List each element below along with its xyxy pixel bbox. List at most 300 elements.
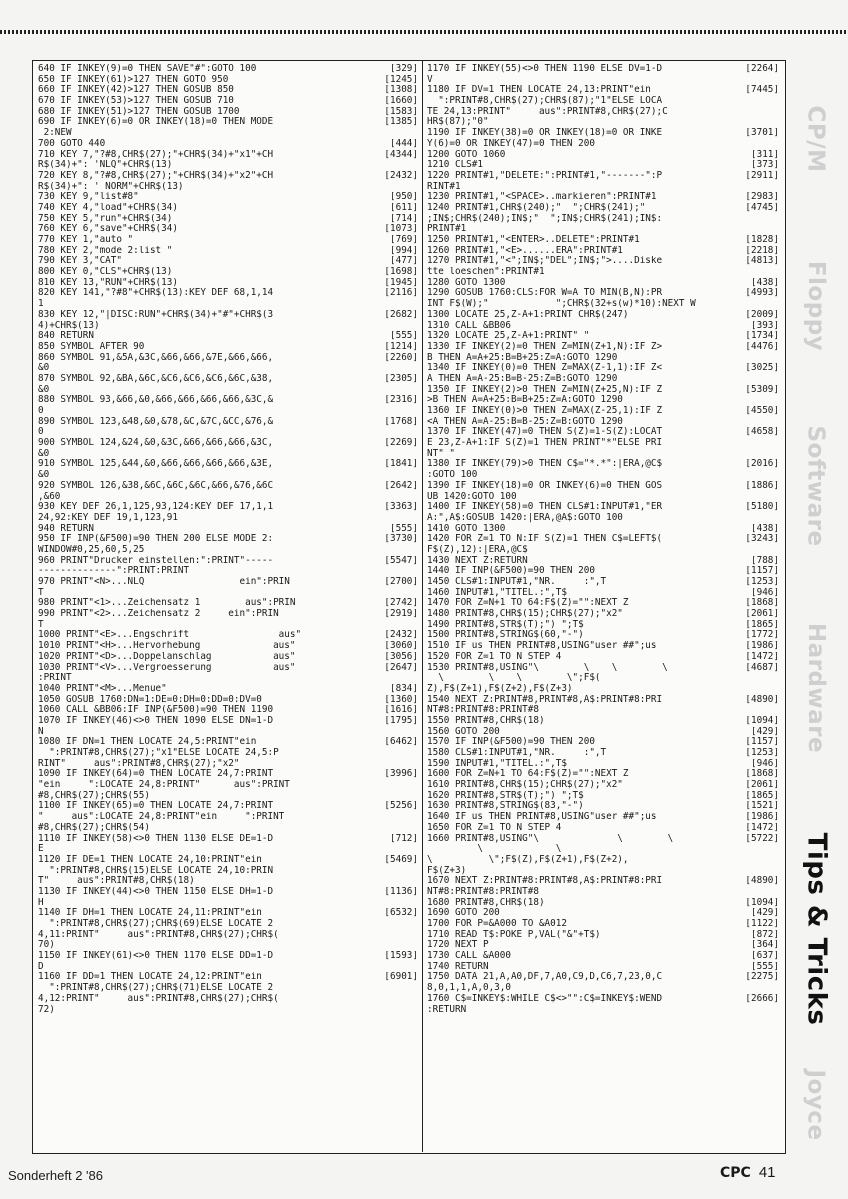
- checksum: [393]: [751, 320, 779, 331]
- listing-line: [427, 994, 779, 1005]
- checksum: [5309]: [745, 384, 779, 395]
- code-text: 1250 PRINT#1,"<ENTER>..DELETE":PRINT#1: [427, 235, 640, 245]
- code-text: 1140 IF DH=1 THEN LOCATE 24,11:PRINT"ein: [38, 908, 262, 919]
- code-text: &0: [38, 384, 50, 395]
- code-text: 2:NEW: [38, 128, 72, 139]
- checksum: [364]: [751, 940, 779, 951]
- code-text: 1280 GOTO 1300: [427, 277, 506, 288]
- listing-line: [427, 652, 779, 663]
- checksum: [735, 1005, 779, 1016]
- listing-line: [427, 85, 779, 96]
- code-text: 850 SYMBOL AFTER 90: [38, 341, 145, 352]
- checksum: [6532]: [384, 908, 418, 919]
- checksum: [735, 887, 779, 898]
- checksum: [1795]: [384, 715, 418, 726]
- checksum: [329]: [390, 64, 418, 74]
- code-text: 1120 IF DE=1 THEN LOCATE 24,10:PRINT"ein: [38, 854, 262, 865]
- checksum: [374, 299, 418, 310]
- code-text: 980 PRINT"<1>...Zeichensatz 1 aus":PRIN: [38, 598, 296, 609]
- checksum: [4813]: [745, 256, 779, 267]
- listing-line: [38, 128, 418, 139]
- checksum: [3060]: [384, 641, 418, 652]
- listing-line: [427, 556, 779, 567]
- listing-line: [427, 75, 779, 86]
- code-text: 890 SYMBOL 123,&48,&0,&78,&C,&7C,&CC,&76,&: [38, 416, 274, 427]
- code-text: 1: [38, 299, 44, 310]
- listing-line: [38, 834, 418, 845]
- listing-line: [427, 310, 779, 321]
- checksum: [735, 182, 779, 193]
- checksum: [374, 898, 418, 909]
- code-text: RINT#1: [427, 181, 461, 192]
- code-text: 1080 IF DN=1 THEN LOCATE 24,5:PRINT"ein: [38, 737, 257, 748]
- code-text: 1190 IF INKEY(38)=0 OR INKEY(18)=0 OR INKE: [427, 128, 663, 139]
- checksum: [1472]: [745, 822, 779, 833]
- code-text: 990 PRINT"<2>...Zeichensatz 2 ein":PRIN: [38, 609, 279, 620]
- listing-line: [38, 513, 418, 524]
- listing-line: [427, 919, 779, 930]
- listing-line: [427, 139, 779, 150]
- checksum: [735, 844, 779, 855]
- checksum: [374, 930, 418, 941]
- listing-line: [427, 577, 779, 588]
- checksum: [2911]: [745, 170, 779, 181]
- listing-line: [38, 663, 418, 674]
- listing-line: [38, 417, 418, 428]
- listing-line: [38, 342, 418, 353]
- listing-line: [38, 737, 418, 748]
- code-text: 830 KEY 12,"|DISC:RUN"+CHR$(34)+"#"+CHR$(3: [38, 309, 274, 320]
- listing-line: [427, 299, 779, 310]
- checksum: [2218]: [745, 245, 779, 256]
- listing-line: [38, 299, 418, 310]
- code-text: 1570 IF INP(&F500)=90 THEN 200: [427, 737, 595, 748]
- listing-left-column: [38, 64, 418, 1015]
- checksum: [2647]: [384, 662, 418, 673]
- listing-line: [38, 866, 418, 877]
- code-text: 910 SYMBOL 125,&44,&0,&66,&66,&66,&66,&3E,: [38, 459, 274, 470]
- checksum: [2260]: [384, 352, 418, 363]
- code-text: 1720 NEXT P: [427, 940, 489, 951]
- code-text: "ein ":LOCATE 24,8:PRINT" aus":PRINT: [38, 780, 290, 791]
- checksum: [735, 107, 779, 118]
- page-number: 41: [758, 1164, 776, 1181]
- code-text: D: [38, 961, 44, 972]
- checksum: [1472]: [745, 651, 779, 662]
- magazine-logo: CPC: [720, 1165, 751, 1181]
- listing-line: [38, 470, 418, 481]
- checksum: [374, 449, 418, 460]
- listing-line: [427, 492, 779, 503]
- checksum: [374, 876, 418, 887]
- listing-line: [427, 534, 779, 545]
- listing-line: [38, 769, 418, 780]
- listing-line: [38, 844, 418, 855]
- code-text: E: [38, 844, 44, 855]
- checksum: [735, 449, 779, 460]
- listing-line: [38, 502, 418, 513]
- listing-line: [427, 855, 779, 866]
- listing-line: [427, 972, 779, 983]
- listing-line: [427, 759, 779, 770]
- checksum: [374, 128, 418, 139]
- listing-line: [38, 203, 418, 214]
- code-text: 840 RETURN: [38, 331, 94, 342]
- listing-line: [38, 192, 418, 203]
- listing-line: [427, 481, 779, 492]
- listing-line: [427, 363, 779, 374]
- code-text: :RETURN: [427, 1004, 467, 1015]
- code-text: E 23,Z-A+1:IF S(Z)=1 THEN PRINT"*"ELSE PRI: [427, 438, 663, 449]
- checksum: [4550]: [745, 406, 779, 416]
- checksum: [1886]: [745, 480, 779, 491]
- code-text: 72): [38, 1004, 55, 1015]
- code-text: 750 KEY 5,"run"+CHR$(34): [38, 213, 173, 224]
- code-text: 970 PRINT"<N>...NLQ ein":PRIN: [38, 577, 290, 587]
- code-text: 1260 PRINT#1,"<E>......ERA":PRINT#1: [427, 245, 623, 256]
- listing-line: [427, 288, 779, 299]
- checksum: [3056]: [384, 651, 418, 662]
- section-tab: [790, 64, 842, 214]
- code-text: 1430 NEXT Z:RETURN: [427, 555, 528, 566]
- listing-line: [38, 107, 418, 118]
- checksum: [374, 427, 418, 438]
- listing-line: [38, 780, 418, 791]
- listing-line: [38, 887, 418, 898]
- checksum: [834]: [390, 683, 418, 694]
- checksum: [374, 588, 418, 599]
- listing-line: [427, 823, 779, 834]
- listing-line: [427, 192, 779, 203]
- checksum: [735, 673, 779, 684]
- listing-line: [38, 962, 418, 973]
- code-text: A THEN A=A-25:B=B-25:Z=B:GOTO 1290: [427, 373, 618, 384]
- listing-line: [38, 705, 418, 716]
- checksum: [1841]: [384, 459, 418, 470]
- checksum: [2432]: [384, 170, 418, 181]
- checksum: [3730]: [384, 534, 418, 545]
- checksum: [374, 406, 418, 417]
- checksum: [374, 160, 418, 171]
- listing-line: [38, 182, 418, 193]
- code-text: 950 IF INP(&F500)=90 THEN 200 ELSE MODE 2:: [38, 534, 274, 545]
- checksum: [1772]: [745, 630, 779, 641]
- code-text: ":PRINT#8,CHR$(15)ELSE LOCATE 24,10:PRIN: [38, 865, 274, 876]
- listing-line: [427, 278, 779, 289]
- code-text: ":PRINT#8,CHR$(27);CHR$(87);"1"ELSE LOCA: [427, 96, 663, 107]
- listing-line: [427, 791, 779, 802]
- code-text: 1590 INPUT#1,"TITEL.:",T$: [427, 758, 567, 769]
- listing-line: [38, 791, 418, 802]
- listing-line: [427, 342, 779, 353]
- code-text: 1380 IF INKEY(79)>0 THEN C$="*.*":|ERA,@C$: [427, 459, 663, 470]
- listing-line: [427, 64, 779, 75]
- listing-line: [38, 1005, 418, 1016]
- listing-line: [427, 844, 779, 855]
- listing-line: [38, 150, 418, 161]
- checksum: [2016]: [745, 459, 779, 470]
- code-text: 1160 IF DD=1 THEN LOCATE 24,12:PRINT"ein: [38, 972, 262, 983]
- code-text: 690 IF INKEY(6)=0 OR INKEY(18)=0 THEN MODE: [38, 117, 274, 128]
- checksum: [2009]: [745, 309, 779, 320]
- checksum: [735, 117, 779, 128]
- listing-line: [38, 481, 418, 492]
- code-text: NT#8:PRINT#8:PRINT#8: [427, 705, 539, 716]
- code-text: 1180 IF DV=1 THEN LOCATE 24,13:PRINT"ein: [427, 85, 651, 96]
- listing-line: [38, 855, 418, 866]
- code-text: " aus":LOCATE 24,8:PRINT"ein ":PRINT: [38, 812, 285, 823]
- code-text: tte loeschen":PRINT#1: [427, 267, 545, 278]
- listing-line: [38, 267, 418, 278]
- section-tab: [790, 226, 842, 386]
- checksum: [735, 983, 779, 994]
- listing-line: [427, 684, 779, 695]
- code-text: &0: [38, 448, 50, 459]
- listing-line: [38, 823, 418, 834]
- checksum: [950]: [390, 192, 418, 203]
- listing-line: [427, 385, 779, 396]
- code-text: 1510 IF us THEN PRINT#8,USING"user ##";us: [427, 641, 657, 652]
- listing-line: [427, 417, 779, 428]
- checksum: [374, 363, 418, 374]
- listing-line: [427, 246, 779, 257]
- checksum: [994]: [390, 245, 418, 256]
- checksum: [5256]: [384, 801, 418, 812]
- checksum: [4687]: [745, 662, 779, 673]
- checksum: [5722]: [745, 833, 779, 844]
- listing-line: [38, 951, 418, 962]
- listing-line: [38, 748, 418, 759]
- listing-line: [38, 598, 418, 609]
- checksum: [374, 673, 418, 684]
- listing-line: [38, 716, 418, 727]
- code-text: 1650 FOR Z=1 TO N STEP 4: [427, 822, 562, 833]
- checksum: [1868]: [745, 598, 779, 609]
- code-text: Y(6)=0 OR INKEY(47)=0 THEN 200: [427, 138, 595, 149]
- listing-line: [427, 716, 779, 727]
- code-text: TE 24,13:PRINT" aus":PRINT#8,CHR$(27);C: [427, 106, 668, 117]
- listing-line: [427, 545, 779, 556]
- code-text: 670 IF INKEY(53)>127 THEN GOSUB 710: [38, 96, 234, 107]
- listing-line: [38, 908, 418, 919]
- code-text: \ \: [427, 844, 562, 855]
- listing-line: [38, 727, 418, 738]
- checksum: [1094]: [745, 897, 779, 908]
- code-text: 8,0,1,1,A,0,3,0: [427, 983, 511, 994]
- checksum: [374, 470, 418, 481]
- checksum: [374, 566, 418, 577]
- listing-line: [427, 524, 779, 535]
- code-text: 860 SYMBOL 91,&5A,&3C,&66,&66,&7E,&66,&66,: [38, 352, 274, 363]
- code-text: T: [38, 587, 44, 598]
- listing-line: [427, 834, 779, 845]
- code-text: NT" ": [427, 448, 455, 459]
- code-text: 940 RETURN: [38, 523, 94, 534]
- checksum: [2700]: [384, 577, 418, 587]
- code-text: 1610 PRINT#8,CHR$(15);CHR$(27);"x2": [427, 780, 623, 791]
- listing-line: [427, 374, 779, 385]
- section-tab-label: CP/M: [803, 105, 829, 173]
- code-text: 1560 GOTO 200: [427, 726, 500, 737]
- code-text: 1420 FOR Z=1 TO N:IF S(Z)=1 THEN C$=LEFT$(: [427, 534, 663, 545]
- checksum: [374, 385, 418, 396]
- code-text: 720 KEY 8,"?#8,CHR$(27);"+CHR$(34)+"x2"+CH: [38, 170, 274, 181]
- section-tab: [790, 1070, 842, 1140]
- code-text: 930 KEY DEF 26,1,125,93,124:KEY DEF 17,1,1: [38, 502, 274, 513]
- code-text: 1360 IF INKEY(0)>0 THEN Z=MAX(Z-25,1):IF Z: [427, 406, 663, 416]
- listing-line: [427, 962, 779, 973]
- checksum: [6462]: [384, 737, 418, 748]
- checksum: [1865]: [745, 619, 779, 630]
- listing-line: [38, 545, 418, 556]
- listing-line: [38, 331, 418, 342]
- code-text: :GOTO 100: [427, 470, 478, 481]
- code-text: 4,12:PRINT" aus":PRINT#8,CHR$(27);CHR$(: [38, 993, 279, 1004]
- listing-line: [427, 470, 779, 481]
- checksum: [3025]: [745, 363, 779, 374]
- code-text: 1210 CLS#1: [427, 160, 483, 171]
- code-text: 760 KEY 6,"save"+CHR$(34): [38, 224, 178, 235]
- listing-line: [38, 930, 418, 941]
- checksum: [444]: [390, 138, 418, 149]
- code-text: 1340 IF INKEY(0)=0 THEN Z=MAX(Z-1,1):IF Z<: [427, 363, 663, 374]
- section-tab-label: Software: [803, 425, 830, 547]
- issue-label: Sonderheft 2 '86: [8, 1168, 103, 1183]
- checksum: [1094]: [745, 715, 779, 726]
- listing-line: [38, 374, 418, 385]
- listing-line: [427, 107, 779, 118]
- checksum: [373]: [751, 160, 779, 171]
- listing-line: [38, 385, 418, 396]
- listing-line: [427, 641, 779, 652]
- checksum: [374, 866, 418, 877]
- code-text: H: [38, 897, 44, 908]
- checksum: [2061]: [745, 780, 779, 791]
- checksum: [374, 791, 418, 802]
- listing-line: [427, 427, 779, 438]
- listing-line: [38, 652, 418, 663]
- code-text: \ \";F$(Z),F$(Z+1),F$(Z+2),: [427, 854, 629, 865]
- code-text: \ \ \ \";F$(: [427, 673, 601, 684]
- code-text: 1760 C$=INKEY$:WHILE C$<>"":C$=INKEY$:WEND: [427, 993, 663, 1004]
- listing-line: [427, 588, 779, 599]
- checksum: [374, 545, 418, 556]
- checksum: [2432]: [384, 630, 418, 641]
- checksum: [1157]: [745, 737, 779, 748]
- listing-line: [38, 256, 418, 267]
- checksum: [374, 492, 418, 503]
- code-text: 880 SYMBOL 93,&66,&0,&66,&66,&66,&66,&3C,&: [38, 395, 274, 406]
- checksum: [4993]: [745, 288, 779, 299]
- code-text: 1050 GOSUB 1760:DN=1:DE=0:DH=0:DD=0:DV=0: [38, 694, 262, 705]
- code-text: R$(34)+": 'NLQ"+CHR$(13): [38, 160, 173, 171]
- code-text: 1670 NEXT Z:PRINT#8:PRINT#8,A$:PRINT#8:PRI: [427, 876, 663, 887]
- listing-line: [427, 705, 779, 716]
- checksum: [735, 353, 779, 364]
- checksum: [946]: [751, 758, 779, 769]
- code-text: 700 GOTO 440: [38, 138, 106, 149]
- code-text: 1330 IF INKEY(2)=0 THEN Z=MIN(Z+1,N):IF Z>: [427, 341, 663, 352]
- code-text: 1480 PRINT#8,CHR$(15);CHR$(27);"x2": [427, 609, 623, 620]
- listing-line: [38, 609, 418, 620]
- checksum: [946]: [751, 587, 779, 598]
- checksum: [2275]: [745, 972, 779, 983]
- listing-line: [38, 898, 418, 909]
- checksum: [311]: [751, 149, 779, 160]
- section-tab: [790, 588, 842, 788]
- listing-line: [38, 641, 418, 652]
- code-text: <A THEN A=A-25:B=B-25:Z=B:GOTO 1290: [427, 416, 623, 427]
- code-text: N: [38, 726, 44, 737]
- checksum: [735, 417, 779, 428]
- listing-line: [38, 759, 418, 770]
- code-text: 730 KEY 9,"list#8": [38, 192, 139, 203]
- code-text: 1700 FOR P=&A000 TO &A012: [427, 919, 567, 929]
- section-tab-label: Floppy: [803, 260, 830, 352]
- code-text: 1060 CALL &BB06:IF INP(&F500)=90 THEN 1190: [38, 705, 274, 716]
- listing-line: [427, 673, 779, 684]
- checksum: [4658]: [745, 427, 779, 438]
- code-text: UB 1420:GOTO 100: [427, 491, 517, 502]
- code-text: 1680 PRINT#8,CHR$(18): [427, 897, 545, 908]
- code-text: 1690 GOTO 200: [427, 908, 500, 919]
- code-text: 780 KEY 2,"mode 2:list ": [38, 245, 173, 256]
- checksum: [735, 866, 779, 877]
- checksum: [735, 470, 779, 481]
- checksum: [735, 267, 779, 278]
- checksum: [769]: [390, 235, 418, 245]
- code-text: 1460 INPUT#1,"TITEL.:",T$: [427, 587, 567, 598]
- checksum: [374, 321, 418, 332]
- checksum: [637]: [751, 951, 779, 962]
- checksum: [374, 727, 418, 738]
- listing-line: [38, 288, 418, 299]
- checksum: [1865]: [745, 790, 779, 801]
- listing-line: [427, 395, 779, 406]
- code-text: 1500 PRINT#8,STRING$(60,"-"): [427, 630, 584, 641]
- checksum: [374, 780, 418, 791]
- listing-line: [427, 930, 779, 941]
- code-text: 1110 IF INKEY(58)<>0 THEN 1130 ELSE DE=1-D: [38, 833, 274, 844]
- checksum: [374, 812, 418, 823]
- checksum: [1828]: [745, 235, 779, 245]
- code-text: 820 KEY 141,"?#8"+CHR$(13):KEY DEF 68,1,14: [38, 288, 274, 299]
- checksum: [3701]: [745, 128, 779, 139]
- listing-line: [38, 353, 418, 364]
- checksum: [4344]: [384, 149, 418, 160]
- listing-line: [427, 160, 779, 171]
- listing-line: [38, 321, 418, 332]
- checksum: [735, 705, 779, 716]
- code-text: PRINT#1: [427, 224, 467, 235]
- listing-line: [427, 150, 779, 161]
- code-text: 24,92:KEY DEF 19,1,123,91: [38, 512, 178, 523]
- code-text: 660 IF INKEY(42)>127 THEN GOSUB 850: [38, 85, 234, 96]
- listing-line: [38, 556, 418, 567]
- code-text: V: [427, 74, 433, 85]
- listing-line: [427, 951, 779, 962]
- listing-line: [427, 267, 779, 278]
- code-text: #8,CHR$(27);CHR$(55): [38, 790, 150, 801]
- checksum: [735, 395, 779, 406]
- checksum: [1986]: [745, 812, 779, 823]
- code-text: INT F$(W);" ";CHR$(32+s(w)*10):NEXT W: [427, 299, 696, 310]
- checksum: [2269]: [384, 438, 418, 449]
- code-text: 1440 IF INP(&F500)=90 THEN 200: [427, 566, 595, 577]
- listing-line: [38, 96, 418, 107]
- checksum: [2116]: [384, 288, 418, 299]
- listing-line: [427, 203, 779, 214]
